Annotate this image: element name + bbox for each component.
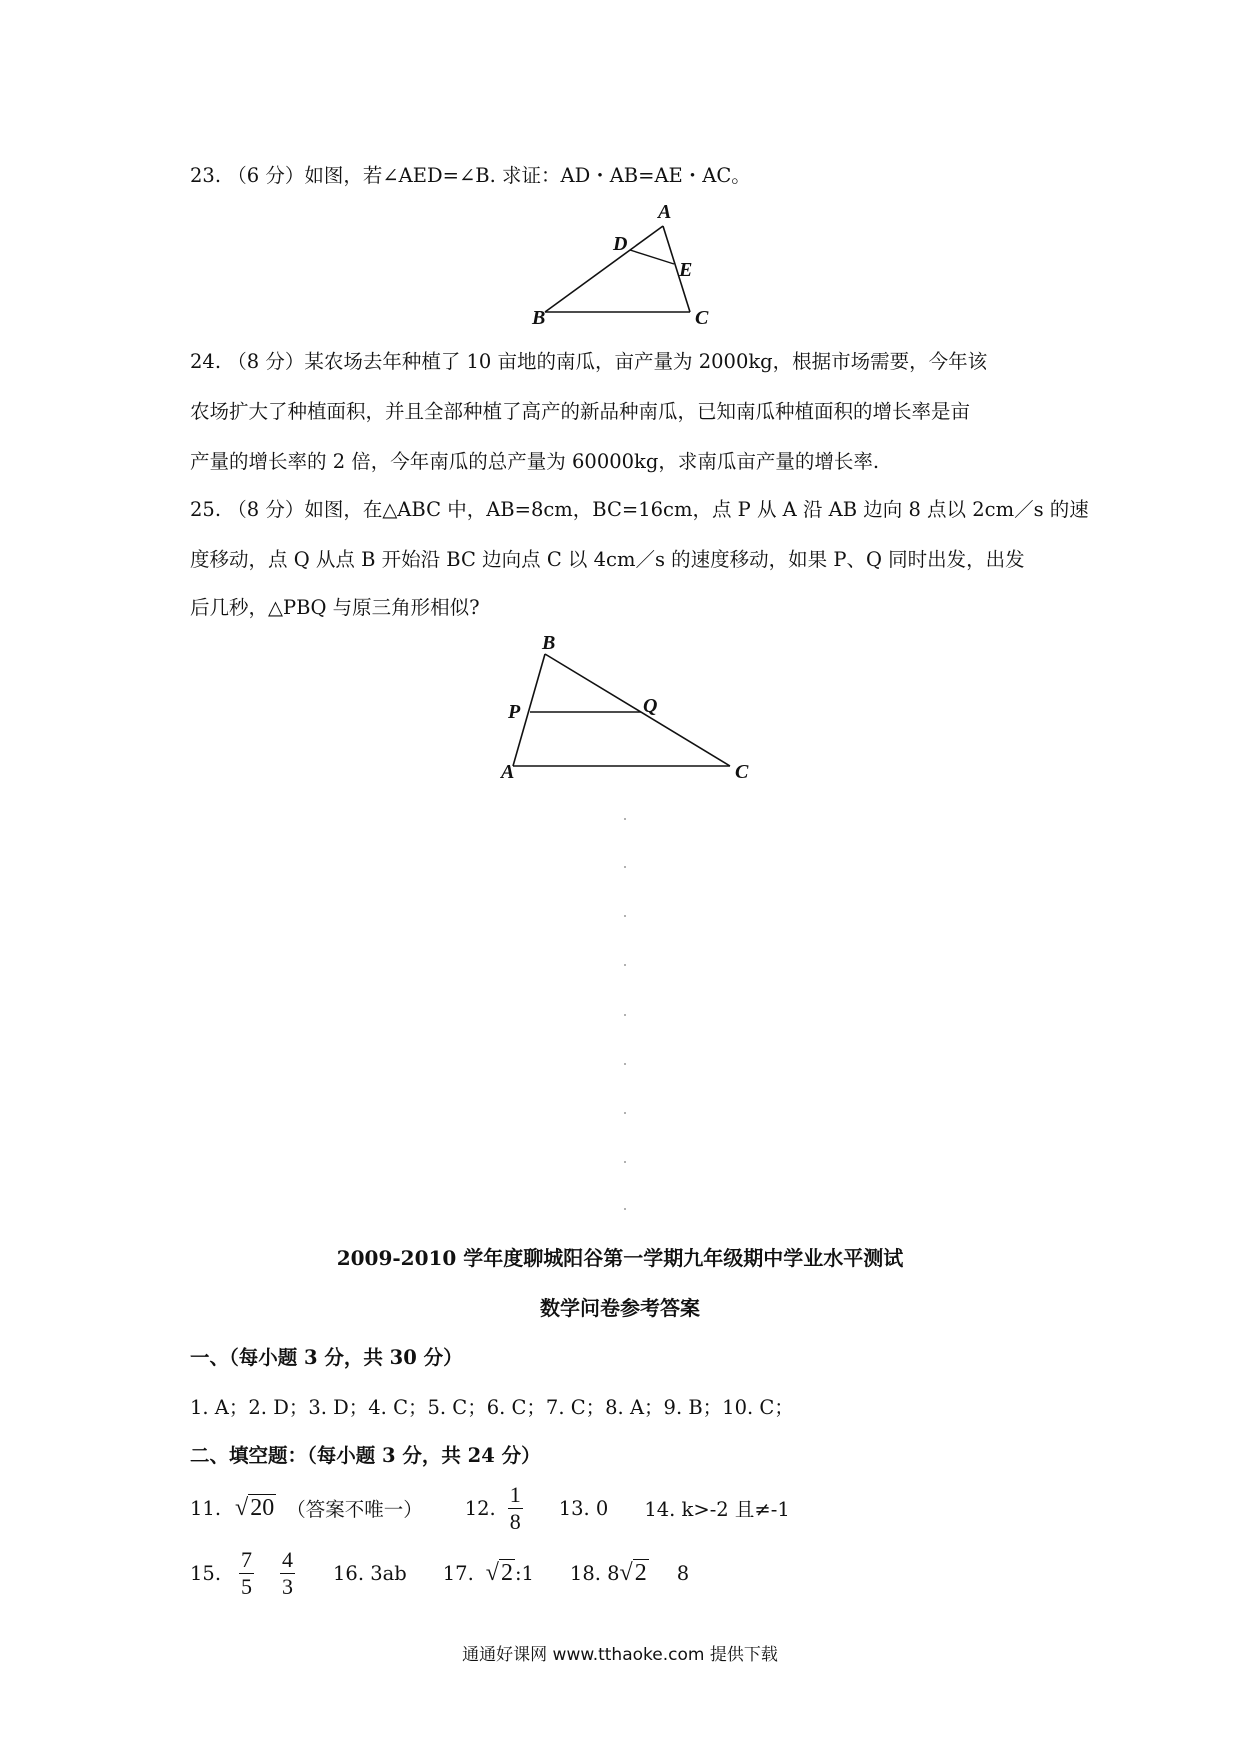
question-24-line-2: 农场扩大了种植面积，并且全部种植了高产的新品种南瓜，已知南瓜种植面积的增长率是亩 [190, 400, 971, 423]
label-a: A [658, 201, 672, 223]
answer-15-f1-numerator: 7 [241, 1547, 253, 1573]
answer-17-tail: :1 [514, 1561, 534, 1585]
answers-title: 2009-2010 学年度聊城阳谷第一学期九年级期中学业水平测试 [336, 1246, 904, 1270]
label-d: D [613, 233, 628, 255]
segment-bc-25 [545, 654, 730, 766]
question-25-line-1: 25. （8 分）如图，在△ABC 中，AB=8cm，BC=16cm，点 P 从 A 沿 AB 边向 8 点以 2cm／s 的速 [190, 498, 1089, 521]
label-p: P [508, 701, 521, 723]
answer-11-note: （答案不唯一） [286, 1498, 423, 1521]
separator-dot [624, 866, 626, 868]
label-q: Q [643, 695, 658, 717]
label-b-25: B [542, 632, 556, 654]
question-23 [190, 166, 751, 186]
answer-11-value: √20 [235, 1494, 275, 1521]
question-23-text: 23. （6 分）如图，若∠AED=∠B. 求证：AD・AB=AE・AC。 [190, 164, 751, 187]
separator-dot [624, 1112, 626, 1114]
answers-row-15-18 [190, 1540, 689, 1606]
label-a-25: A [501, 761, 515, 778]
answer-18-number: 18. 8 [569, 1561, 620, 1585]
answer-11-number: 11. [190, 1496, 222, 1520]
figure-25-triangle [495, 628, 765, 778]
answers-subtitle: 数学问卷参考答案 [540, 1296, 700, 1320]
question-25-line-2: 度移动，点 Q 从点 B 开始沿 BC 边向点 C 以 4cm／s 的速度移动，如果 P、Q 同时出发，出发 [190, 548, 1025, 571]
answer-13: 13. 0 [558, 1496, 609, 1520]
separator-dot [624, 1161, 626, 1163]
answer-12-denominator: 8 [509, 1508, 521, 1534]
section-1-heading: 一、（每小题 3 分，共 30 分） [190, 1346, 463, 1369]
answer-16: 16. 3ab [333, 1561, 407, 1585]
footer-credit: 通通好课网 www.tthaoke.com 提供下载 [462, 1645, 778, 1665]
question-24-line-3: 产量的增长率的 2 倍，今年南瓜的总产量为 60000kg，求南瓜亩产量的增长率. [190, 450, 880, 473]
section-1-answers: 1. A；2. D；3. D；4. C；5. C；6. C；7. C；8. A；9. B；10. C； [190, 1396, 794, 1419]
separator-dot [624, 964, 626, 966]
figure-23-triangle [525, 200, 725, 325]
answer-17-radicand: 2 [500, 1559, 513, 1586]
answer-11-radicand: 20 [250, 1494, 275, 1521]
answer-17-value: √2 [485, 1559, 513, 1586]
answers-row-11-14 [190, 1478, 790, 1538]
answer-15-number: 15. [190, 1561, 222, 1585]
answer-18-tail: 8 [676, 1561, 690, 1585]
separator-dot [624, 818, 626, 820]
answer-18-value: √2 [619, 1559, 647, 1586]
question-24-line-1: 24. （8 分）某农场去年种植了 10 亩地的南瓜，亩产量为 2000kg，根据市场需要，今年该 [190, 350, 988, 373]
separator-dot [624, 1063, 626, 1065]
answer-15-f2-denominator: 3 [282, 1573, 294, 1599]
answer-15-fraction-1 [239, 1547, 254, 1599]
answer-15-f1-denominator: 5 [241, 1573, 253, 1599]
label-b: B [532, 307, 546, 325]
question-25-line-3: 后几秒，△PBQ 与原三角形相似? [190, 596, 480, 619]
answer-12-number: 12. [464, 1496, 496, 1520]
label-c: C [695, 307, 709, 325]
answer-15-f2-numerator: 4 [282, 1547, 294, 1573]
separator-dot [624, 1208, 626, 1210]
separator-dot [624, 1014, 626, 1016]
answer-12-numerator: 1 [509, 1482, 521, 1508]
segment-ba [545, 226, 663, 312]
segment-de [630, 250, 674, 264]
answer-15-fraction-2 [280, 1547, 295, 1599]
answer-12-fraction [508, 1482, 523, 1534]
answer-17-number: 17. [442, 1561, 474, 1585]
label-e: E [679, 259, 693, 281]
section-2-heading: 二、填空题：（每小题 3 分，共 24 分） [190, 1444, 541, 1467]
separator-dot [624, 915, 626, 917]
label-c-25: C [735, 761, 749, 778]
answer-18-radicand: 2 [634, 1559, 647, 1586]
answer-14: 14. k>-2 且≠-1 [644, 1498, 790, 1521]
